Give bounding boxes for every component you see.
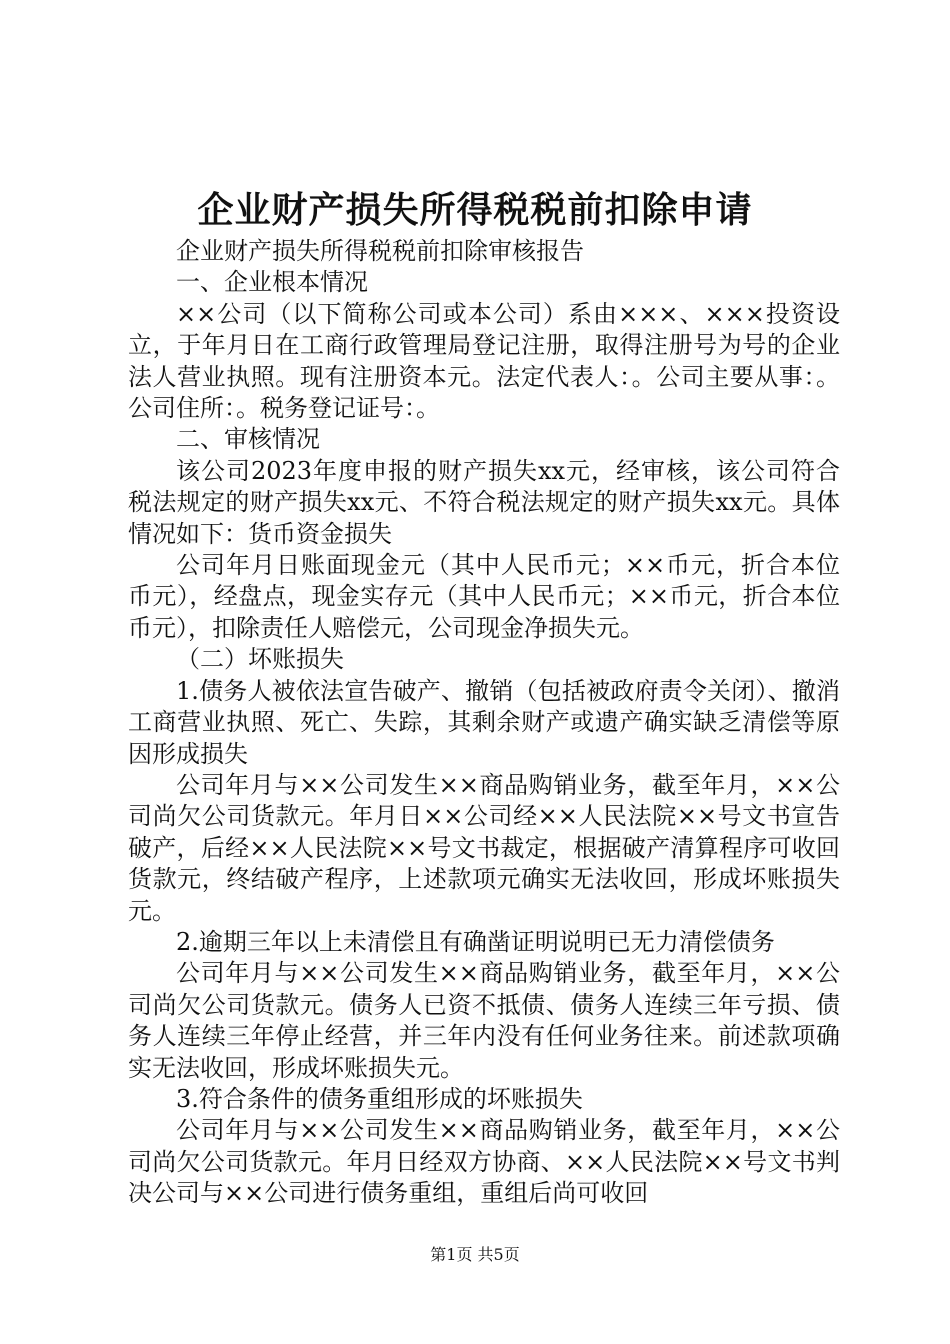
paragraph: ××公司（以下简称公司或本公司）系由×××、×××投资设立，于年月日在工商行政管理局登记注册，取得注册号为号的企业法人营业执照。现有注册资本元。法定代表人：。公司主要从事：。公司住所：。税务登记证号：。 bbox=[128, 299, 840, 423]
page-number-footer: 第1页 共5页 bbox=[430, 1245, 520, 1264]
paragraph: 公司年月与××公司发生××商品购销业务，截至年月，××公司尚欠公司货款元。年月日经双方协商、××人民法院××号文书判决公司与××公司进行债务重组，重组后尚可收回 bbox=[128, 1116, 840, 1208]
document-body bbox=[128, 236, 840, 1210]
paragraph: 2.逾期三年以上未清偿且有确凿证明说明已无力清偿债务 bbox=[176, 927, 775, 956]
document-title: 企业财产损失所得税税前扣除申请 bbox=[197, 189, 753, 231]
paragraph: 3.符合条件的债务重组形成的坏账损失 bbox=[176, 1084, 583, 1113]
paragraph: 该公司2023年度申报的财产损失xx元，经审核，该公司符合税法规定的财产损失xx元、不符合税法规定的财产损失xx元。具体情况如下：货币资金损失 bbox=[128, 456, 840, 548]
paragraph: 公司年月与××公司发生××商品购销业务，截至年月，××公司尚欠公司货款元。债务人已资不抵债、债务人连续三年亏损、债务人连续三年停止经营，并三年内没有任何业务往来。前述款项确实无法收回，形成坏账损失元。 bbox=[128, 959, 840, 1082]
section-heading: 一、企业根本情况 bbox=[176, 268, 368, 297]
section-heading: 二、审核情况 bbox=[176, 425, 320, 454]
paragraph: 公司年月与××公司发生××商品购销业务，截至年月，××公司尚欠公司货款元。年月日××公司经××人民法院××号文书宣告破产，后经××人民法院××号文书裁定，根据破产清算程序可收回货款元，终结破产程序，上述款项元确实无法收回，形成坏账损失元。 bbox=[128, 770, 840, 925]
paragraph: 公司年月日账面现金元（其中人民币元；××币元，折合本位币元），经盘点，现金实存元（其中人民币元；××币元，折合本位币元），扣除责任人赔偿元，公司现金净损失元。 bbox=[128, 551, 840, 642]
paragraph: 企业财产损失所得税税前扣除审核报告 bbox=[176, 237, 584, 265]
section-heading: （二）坏账损失 bbox=[176, 645, 344, 674]
paragraph: 1.债务人被依法宣告破产、撤销（包括被政府责令关闭）、撤消工商营业执照、死亡、失踪，其剩余财产或遗产确实缺乏清偿等原因形成损失 bbox=[128, 676, 840, 768]
